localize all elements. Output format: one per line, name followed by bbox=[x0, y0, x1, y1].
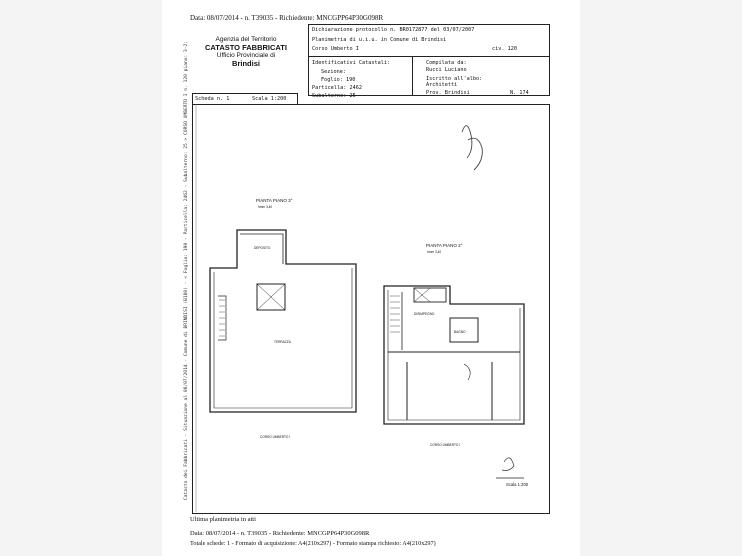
north-sketch bbox=[502, 458, 514, 471]
cadastral-document-page bbox=[162, 0, 580, 556]
particella-text: Particella: 2462 bbox=[312, 85, 362, 91]
planimetria-text: Planimetria di u.i.u. in Comune di Brindisi bbox=[312, 37, 447, 43]
terrazza-label: TERRAZZA bbox=[274, 340, 291, 344]
top-stamp: Data: 08/07/2014 - n. T39035 - Richiedente: MNCGPP64P30G098R bbox=[190, 14, 384, 22]
piano3-height: hmm 3,40 bbox=[258, 205, 273, 209]
ultima-planimetria: Ultima planimetria in atti bbox=[190, 516, 256, 523]
prov-text: Prov. Brindisi bbox=[426, 90, 470, 96]
footer-formato: Totale schede: 1 - Formato di acquisizione: A4(210x297) - Formato stampa richiesto: A4(210x297) bbox=[190, 540, 436, 547]
signature-mark bbox=[462, 126, 482, 170]
num-text: N. 174 bbox=[510, 90, 529, 96]
piano2-height: hmm 3,40 bbox=[427, 250, 442, 254]
subalterno-text: Subalterno: 25 bbox=[312, 93, 356, 99]
piano3-plan bbox=[210, 230, 356, 412]
agency-line4: Brindisi bbox=[232, 59, 260, 68]
declaration-text: Dichiarazione protocollo n. BR0172877 del 03/07/2007 bbox=[312, 27, 475, 33]
iscritto-text: Iscritto all'albo: bbox=[426, 76, 483, 82]
footer-stamp: Data: 08/07/2014 - n. T39035 - Richiedente: MNCGPP64P30G098R bbox=[190, 530, 370, 537]
corso-right-label: CORSO UMBERTO I bbox=[430, 443, 461, 447]
right-margin bbox=[580, 0, 742, 556]
piano2-plan bbox=[384, 286, 524, 424]
scale-note: Scala 1:200 bbox=[506, 482, 529, 487]
floor-plan-drawing bbox=[162, 0, 580, 556]
agency-line2: CATASTO FABBRICATI bbox=[205, 43, 287, 52]
agency-line3: Ufficio Provinciale di bbox=[216, 52, 276, 59]
compilata-title: Compilata da: bbox=[426, 60, 467, 66]
compilata-name: Rucci Luciano bbox=[426, 67, 467, 73]
address-text: Corso Umberto I bbox=[312, 46, 359, 52]
corso-left-label: CORSO UMBERTO I bbox=[260, 435, 291, 439]
deposito-label: DEPOSITO bbox=[254, 246, 271, 250]
bagno-label: BAGNO bbox=[454, 330, 466, 334]
agency-line1: Agenzia del Territorio bbox=[215, 36, 277, 43]
scala-text: Scala 1:200 bbox=[252, 96, 287, 102]
left-vertical-info: Catasto dei Fabbricati - Situazione al 08/07/2014 - Comune di BRINDISI (B180) - < Foglio: 190 - Particella: 2462 - Subalterno: 25 > CORSO UMBERTO I n. 120 piano: 3-2; bbox=[184, 40, 189, 500]
scheda-text: Scheda n. 1 bbox=[195, 96, 230, 102]
albo-text: Architetti bbox=[426, 82, 458, 88]
foglio-text: Foglio: 190 bbox=[321, 77, 356, 83]
civ-text: civ. 120 bbox=[492, 46, 517, 52]
piano2-title: PIANTA PIANO 2° bbox=[426, 243, 463, 248]
disimpegno-label: DISIMPEGNO bbox=[414, 312, 435, 316]
left-margin bbox=[0, 0, 162, 556]
sezione-text: Sezione: bbox=[321, 69, 346, 75]
piano3-title: PIANTA PIANO 3° bbox=[256, 198, 293, 203]
identificativi-title: Identificativi Catastali: bbox=[312, 60, 391, 66]
